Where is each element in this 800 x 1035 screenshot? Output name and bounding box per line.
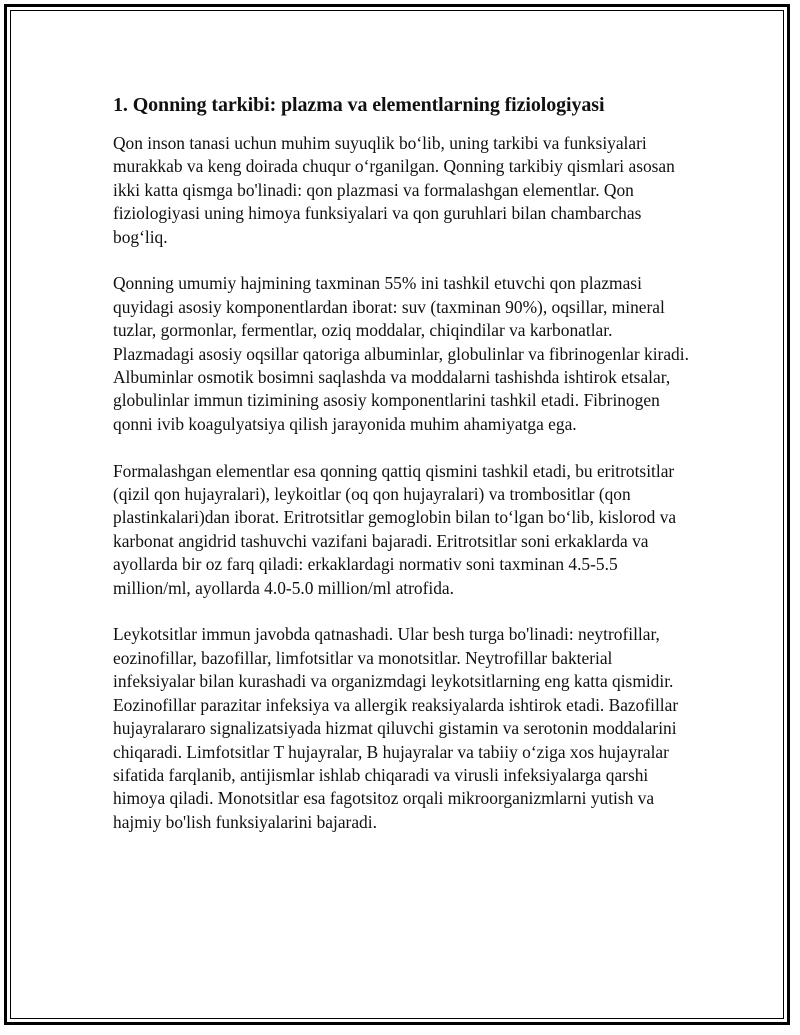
document-body bbox=[113, 92, 693, 858]
paragraph-leukocytes: Leykotsitlar immun javobda qatnashadi. Ular besh turga bo'linadi: neytrofillar, eozinofillar, bazofillar, limfotsitlar va monotsitlar. Neytrofillar bakterial infeksiyalar bilan kurashadi va organizmdagi leykotsitlarning eng katta qismidir. Eozinofillar parazitar infeksiya va allergik reaksiyalarda ishtirok etadi. Bazofillar hujayralararo signalizatsiyada hizmat qiluvchi gistamin va serotonin moddalarini chiqaradi. Limfotsitlar T hujayralar, B hujayralar va tabiiy o‘ziga xos hujayralar sifatida farqlanib, antijismlar ishlab chiqaradi va virusli infeksiyalarga qarshi himoya qiladi. Monotsitlar esa fagotsitoz orqali mikroorganizmlarni yutish va hajmiy bo'lish funksiyalarini bajaradi. bbox=[113, 624, 679, 832]
paragraph-intro: Qon inson tanasi uchun muhim suyuqlik bo‘lib, uning tarkibi va funksiyalari murakkab va keng doirada chuqur o‘rganilgan. Qonning tarkibiy qismlari asosan ikki katta qismga bo'linadi: qon plazmasi va formalashgan elementlar. Qon fiziologiyasi uning himoya funksiyalari va qon guruhlari bilan chambarchas bog‘liq. bbox=[113, 133, 675, 247]
paragraph-plasma: Qonning umumiy hajmining taxminan 55% ini tashkil etuvchi qon plazmasi quyidagi asosiy komponentlardan iborat: suv (taxminan 90%), oqsillar, mineral tuzlar, gormonlar, fermentlar, oziq moddalar, chiqindilar va karbonatlar. Plazmadagi asosiy oqsillar qatoriga albuminlar, globulinlar va fibrinogenlar kiradi. Albuminlar osmotik bosimni saqlashda va moddalarni tashishda ishtirok etsalar, globulinlar immun tizimining asosiy komponentlarini tashkil etadi. Fibrinogen qonni ivib koagulyatsiya qilish jarayonida muhim ahamiyatga ega. bbox=[113, 273, 689, 434]
paragraph-formed-elements: Formalashgan elementlar esa qonning qattiq qismini tashkil etadi, bu eritrotsitlar (qizil qon hujayralari), leykoitlar (oq qon hujayralari) va trombositlar (qon plastinkalari)dan iborat. Eritrotsitlar gemoglobin bilan to‘lgan bo‘lib, kislorod va karbonat angidrid tashuvchi vazifani bajaradi. Eritrotsitlar soni erkaklarda va ayollarda bir oz farq qiladi: erkaklardagi normativ soni taxminan 4.5-5.5 million/ml, ayollarda 4.0-5.0 million/ml atrofida. bbox=[113, 460, 677, 598]
section-heading: 1. Qonning tarkibi: plazma va elementlarning fiziologiyasi bbox=[113, 94, 605, 116]
